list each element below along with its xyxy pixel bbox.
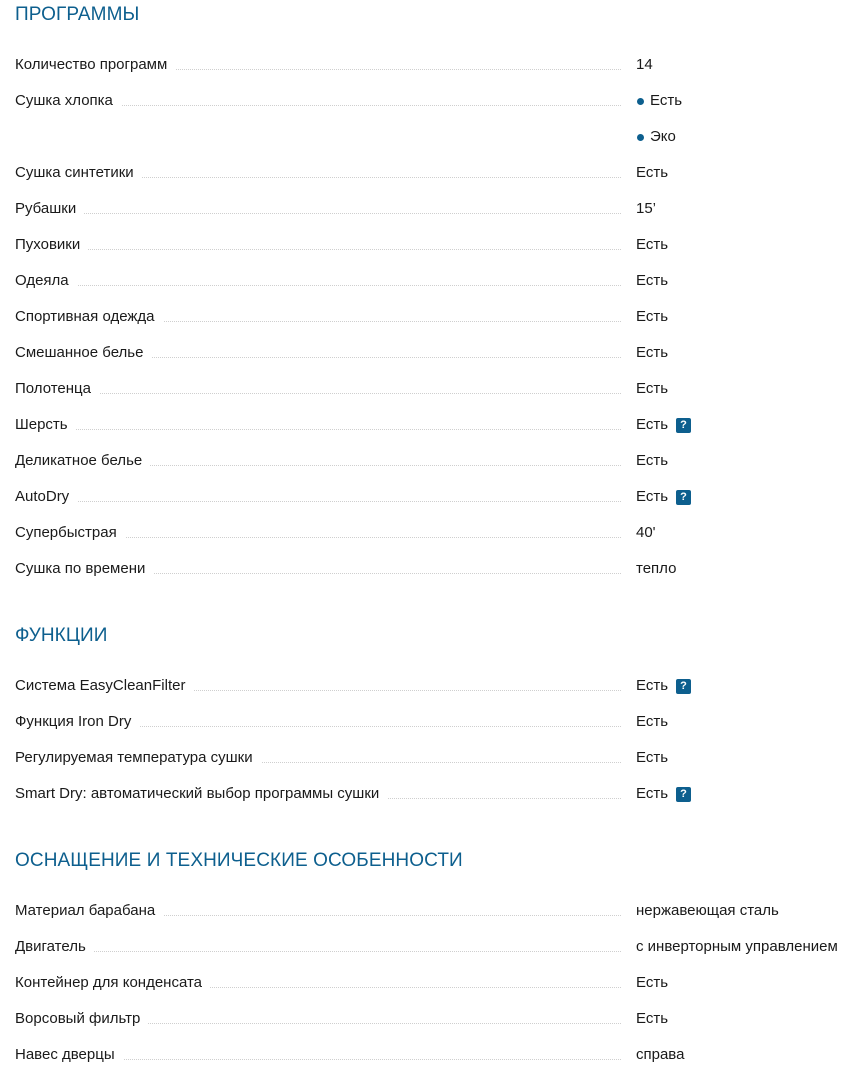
- spec-row-timed-drying: [15, 558, 857, 582]
- bullet-icon: [637, 98, 644, 105]
- leader-dots: [15, 393, 621, 394]
- spec-label: Деликатное белье: [15, 450, 150, 472]
- spec-value: Есть: [636, 1010, 669, 1027]
- help-icon[interactable]: ?: [676, 679, 691, 694]
- spec-label: Контейнер для конденсата: [15, 972, 210, 994]
- spec-row-cotton-drying-eco: [15, 126, 857, 150]
- spec-row-synthetics: [15, 162, 857, 186]
- spec-row-program-count: [15, 54, 857, 78]
- spec-row-adjustable-temp: [15, 747, 857, 771]
- spec-row-condensate-container: [15, 972, 857, 996]
- spec-value: Есть ?: [636, 783, 691, 805]
- spec-value: Есть: [636, 452, 669, 469]
- leader-dots: [15, 249, 621, 250]
- spec-label: Рубашки: [15, 198, 84, 220]
- section-title-equipment: ОСНАЩЕНИЕ И ТЕХНИЧЕСКИЕ ОСОБЕННОСТИ: [15, 850, 463, 871]
- spec-value: Есть: [636, 236, 669, 253]
- spec-value: тепло: [636, 560, 677, 577]
- spec-label: Материал барабана: [15, 900, 163, 922]
- spec-label: Сушка по времени: [15, 558, 153, 580]
- spec-value: Есть ?: [636, 486, 691, 508]
- spec-label: Smart Dry: автоматический выбор программы сушки: [15, 783, 387, 805]
- spec-label: Навес дверцы: [15, 1044, 123, 1066]
- spec-value: Есть: [636, 344, 669, 361]
- spec-label: Пуховики: [15, 234, 88, 256]
- spec-value: Эко: [636, 126, 676, 148]
- spec-row-lint-filter: [15, 1008, 857, 1032]
- spec-value: с инверторным управлением: [636, 938, 838, 955]
- spec-value: 14: [636, 56, 653, 73]
- section-title-functions: ФУНКЦИИ: [15, 625, 108, 646]
- spec-value: Есть ?: [636, 675, 691, 697]
- spec-value: Есть: [636, 974, 669, 991]
- spec-row-motor: [15, 936, 857, 960]
- spec-row-easyclean-filter: [15, 675, 857, 699]
- spec-value: 15’: [636, 200, 657, 217]
- help-icon[interactable]: ?: [676, 490, 691, 505]
- leader-dots: [15, 951, 621, 952]
- spec-value: Есть: [636, 272, 669, 289]
- spec-value: Есть: [636, 164, 669, 181]
- spec-label: Смешанное белье: [15, 342, 151, 364]
- help-icon[interactable]: ?: [676, 787, 691, 802]
- spec-label: Супербыстрая: [15, 522, 125, 544]
- spec-row-delicates: [15, 450, 857, 474]
- spec-row-drum-material: [15, 900, 857, 924]
- spec-label: Функция Iron Dry: [15, 711, 139, 733]
- spec-value: Есть: [636, 308, 669, 325]
- spec-value: 40': [636, 524, 656, 541]
- leader-dots: [15, 213, 621, 214]
- spec-row-autodry: [15, 486, 857, 510]
- spec-row-smart-dry: [15, 783, 857, 807]
- spec-row-down-jackets: [15, 234, 857, 258]
- bullet-icon: [637, 134, 644, 141]
- help-icon[interactable]: ?: [676, 418, 691, 433]
- spec-label: AutoDry: [15, 486, 77, 508]
- spec-value: Есть: [636, 90, 682, 112]
- spec-label: Количество программ: [15, 54, 175, 76]
- spec-row-towels: [15, 378, 857, 402]
- spec-value: Есть ?: [636, 414, 691, 436]
- spec-label: Двигатель: [15, 936, 94, 958]
- spec-label: Полотенца: [15, 378, 99, 400]
- spec-row-sportswear: [15, 306, 857, 330]
- spec-row-wool: [15, 414, 857, 438]
- spec-row-blankets: [15, 270, 857, 294]
- spec-value: Есть: [636, 749, 669, 766]
- spec-value: нержавеющая сталь: [636, 902, 779, 919]
- spec-label: Шерсть: [15, 414, 76, 436]
- spec-label: Ворсовый фильтр: [15, 1008, 148, 1030]
- spec-row-cotton-drying: [15, 90, 857, 114]
- spec-label: Регулируемая температура сушки: [15, 747, 261, 769]
- spec-label: Сушка синтетики: [15, 162, 142, 184]
- spec-label: Сушка хлопка: [15, 90, 121, 112]
- spec-value: Есть: [636, 713, 669, 730]
- spec-row-mixed-laundry: [15, 342, 857, 366]
- leader-dots: [15, 285, 621, 286]
- spec-row-shirts: [15, 198, 857, 222]
- spec-row-door-hinge: [15, 1044, 857, 1068]
- spec-value: справа: [636, 1046, 685, 1063]
- spec-label: Система EasyCleanFilter: [15, 675, 193, 697]
- spec-label: Одеяла: [15, 270, 77, 292]
- spec-label: Спортивная одежда: [15, 306, 163, 328]
- section-title-programs: ПРОГРАММЫ: [15, 4, 140, 25]
- spec-value: Есть: [636, 380, 669, 397]
- spec-row-iron-dry: [15, 711, 857, 735]
- leader-dots: [15, 501, 621, 502]
- leader-dots: [15, 429, 621, 430]
- spec-row-superfast: [15, 522, 857, 546]
